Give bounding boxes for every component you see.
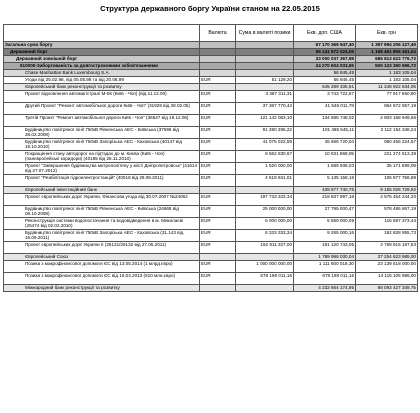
- row-amount: 1 000 000 000,00: [236, 261, 294, 273]
- table-row: [4, 242, 418, 254]
- row-usd-equivalent: 67 170 369 947,40: [294, 42, 356, 49]
- row-usd-equivalent: 101 485 545,11: [294, 127, 356, 139]
- row-amount: [236, 42, 294, 49]
- row-description: Позика з макрофінансової допомоги ЄС від 16.04.2013 (610 млн.євро): [4, 273, 200, 285]
- header-description: [4, 25, 200, 42]
- table-row: [4, 139, 418, 151]
- row-currency: [200, 56, 236, 63]
- row-description: Загальна сума боргу: [4, 42, 200, 49]
- row-amount: 5 000 000,00: [236, 218, 294, 230]
- row-description: Європейський банк реконструкції та розвитку: [4, 84, 200, 91]
- table-row: [4, 206, 418, 218]
- row-amount: [236, 285, 294, 292]
- row-uah-equivalent: 1 168 461 806 481,04: [356, 49, 418, 56]
- header-usd: Екв. доп. США: [294, 25, 356, 42]
- row-usd-equivalent: 181 120 743,05: [294, 242, 356, 254]
- row-currency: [200, 254, 236, 261]
- row-description: Позика з макрофінансової допомоги ЄС від 13.05.2014 (1 млрд.євро): [4, 261, 200, 273]
- row-description: Європейський інвестиційний банк: [4, 187, 200, 194]
- row-currency: [200, 42, 236, 49]
- row-description: 510000-Заборгованість за довгостроковими зобов'язаннями: [4, 63, 200, 70]
- row-amount: 121 142 063,10: [236, 115, 294, 127]
- row-usd-equivalent: 9 265 000,16: [294, 230, 356, 242]
- row-uah-equivalent: 1 183 105,04: [356, 70, 418, 77]
- row-description: Будівництво повітряної лінії 750кВ Рівненська АЕС - Київська (24668 від 08.10.2008): [4, 206, 200, 218]
- row-uah-equivalent: 1 183 105,04: [356, 77, 418, 84]
- row-uah-equivalent: 9 155 026 729,52: [356, 187, 418, 194]
- table-row: [4, 151, 418, 163]
- row-currency: EUR: [200, 127, 236, 139]
- row-usd-equivalent: 41 545 011,78: [294, 103, 356, 115]
- row-amount: 197 733 333,34: [236, 194, 294, 206]
- row-uah-equivalent: 505 123 390 696,72: [356, 63, 418, 70]
- row-usd-equivalent: 45 666 720,04: [294, 139, 356, 151]
- row-description: Міжнародний банк реконструкції та розвитку: [4, 285, 200, 292]
- row-currency: [200, 84, 236, 91]
- table-row: [4, 56, 418, 63]
- table-row: [4, 285, 418, 292]
- row-currency: EUR: [200, 115, 236, 127]
- row-usd-equivalent: 24 270 604 033,65: [294, 63, 356, 70]
- row-uah-equivalent: 14 115 105 985,00: [356, 273, 418, 285]
- row-amount: 25 000 000,00: [236, 206, 294, 218]
- row-uah-equivalent: 11 348 922 634,05: [356, 84, 418, 91]
- row-uah-equivalent: 37 254 623 985,00: [356, 254, 418, 261]
- header-currency: Валюта: [200, 25, 236, 42]
- row-amount: 1 520 000,00: [236, 163, 294, 175]
- row-usd-equivalent: 4 232 664 174,95: [294, 285, 356, 292]
- row-uah-equivalent: 578 486 867,19: [356, 206, 418, 218]
- table-row: [4, 103, 418, 115]
- row-usd-equivalent: 545 289 335,61: [294, 84, 356, 91]
- debt-structure-table: [3, 24, 418, 292]
- table-row: [4, 194, 418, 206]
- row-uah-equivalent: 115 697 373,44: [356, 218, 418, 230]
- row-description: Європейський Союз: [4, 254, 200, 261]
- row-description: Проект "Реабілітація гідроелектростанцій" (40518 від 29.09.2011): [4, 175, 200, 187]
- row-description: Chase Manhattan Bank Luxembourg S.A.: [4, 70, 200, 77]
- row-usd-equivalent: 33 000 037 367,98: [294, 56, 356, 63]
- row-currency: EUR: [200, 194, 236, 206]
- table-row: [4, 70, 418, 77]
- row-amount: 8 333 333,34: [236, 230, 294, 242]
- row-currency: EUR: [200, 261, 236, 273]
- table-row: [4, 77, 418, 84]
- row-description: Державний борг: [4, 49, 200, 56]
- row-description: Проект європейських доріг України, Фінансова угода від 30.07.2007 №24062: [4, 194, 200, 206]
- row-description: Будівництво повітряної лінії 750кВ Запорізька АЕС - Каховська (31.143 від 16.09.2011): [4, 230, 200, 242]
- row-amount: 678 198 011,16: [236, 273, 294, 285]
- row-description: Будівництво повітряної лінії 750кВ Рівненська АЕС - Київська (37596 від 28.02.2008): [4, 127, 200, 139]
- row-uah-equivalent: 4 575 454 244,20: [356, 194, 418, 206]
- row-currency: EUR: [200, 218, 236, 230]
- row-usd-equivalent: 5 559 000,09: [294, 218, 356, 230]
- row-currency: EUR: [200, 175, 236, 187]
- table-row: [4, 127, 418, 139]
- table-row: [4, 115, 418, 127]
- row-currency: EUR: [200, 242, 236, 254]
- row-usd-equivalent: 56 845,45: [294, 77, 356, 84]
- row-usd-equivalent: 27 795 000,47: [294, 206, 356, 218]
- table-row: [4, 42, 418, 49]
- table-row: [4, 230, 418, 242]
- table-row: [4, 187, 418, 194]
- row-amount: [236, 56, 294, 63]
- row-currency: EUR: [200, 77, 236, 84]
- row-amount: [236, 49, 294, 56]
- row-amount: 37 367 770,44: [236, 103, 294, 115]
- row-uah-equivalent: 864 672 657,19: [356, 103, 418, 115]
- row-amount: 51 129,20: [236, 77, 294, 84]
- row-uah-equivalent: 3 769 615 187,83: [356, 242, 418, 254]
- header-uah: Екв. грн: [356, 25, 418, 42]
- table-header-row: [4, 25, 418, 42]
- table-body: [4, 42, 418, 292]
- row-usd-equivalent: 10 631 868,05: [294, 151, 356, 163]
- row-amount: [236, 254, 294, 261]
- row-uah-equivalent: 1 397 994 206 127,49: [356, 42, 418, 49]
- table-row: [4, 91, 418, 103]
- row-uah-equivalent: 686 813 623 776,72: [356, 56, 418, 63]
- row-usd-equivalent: 3 743 722,67: [294, 91, 356, 103]
- header-amount: Сума в валюті позики: [236, 25, 294, 42]
- row-amount: 4 618 841,01: [236, 175, 294, 187]
- row-amount: [236, 187, 294, 194]
- row-usd-equivalent: 678 198 011,16: [294, 273, 356, 285]
- row-description: Третій Проект "Ремонт автомобільної дороги Київ - Чоп" (36547 від 19.12.06): [4, 115, 200, 127]
- row-currency: EUR: [200, 103, 236, 115]
- row-description: Проект європейських доріг України ІІ (26131/26132 від 27.05.2011): [4, 242, 200, 254]
- table-row: [4, 218, 418, 230]
- row-usd-equivalent: 56 845,45: [294, 70, 356, 77]
- row-uah-equivalent: 221 274 513,39: [356, 151, 418, 163]
- row-uah-equivalent: 23 139 518 000,00: [356, 261, 418, 273]
- row-amount: 91 280 395,22: [236, 127, 294, 139]
- table-row: [4, 163, 418, 175]
- table-row: [4, 261, 418, 273]
- row-usd-equivalent: 219 837 997,18: [294, 194, 356, 206]
- row-usd-equivalent: 1 111 800 018,30: [294, 261, 356, 273]
- table-row: [4, 254, 418, 261]
- row-usd-equivalent: 56 141 672 024,05: [294, 49, 356, 56]
- row-uah-equivalent: 77 917 650,90: [356, 91, 418, 103]
- row-currency: [200, 70, 236, 77]
- row-currency: EUR: [200, 273, 236, 285]
- row-amount: [236, 63, 294, 70]
- row-uah-equivalent: 2 803 168 949,66: [356, 115, 418, 127]
- table-row: [4, 84, 418, 91]
- row-usd-equivalent: 439 877 740,75: [294, 187, 356, 194]
- row-currency: [200, 49, 236, 56]
- row-uah-equivalent: 88 093 427 349,75: [356, 285, 418, 292]
- row-amount: 3 367 311,31: [236, 91, 294, 103]
- row-amount: [236, 70, 294, 77]
- table-row: [4, 273, 418, 285]
- row-amount: 41 075 022,59: [236, 139, 294, 151]
- table-row: [4, 63, 418, 70]
- row-description: Покращення стану автодорог на під'їздах до м. Києва (Київ - Чоп) (панєвропейські коридори) (40185 від 26.11.2010): [4, 151, 200, 163]
- row-description: Угоди від 25.02.98, від 05.05.98 та від 20.08.99: [4, 77, 200, 84]
- row-uah-equivalent: 192 828 955,73: [356, 230, 418, 242]
- table-row: [4, 49, 418, 56]
- row-usd-equivalent: 1 689 936,03: [294, 163, 356, 175]
- page-title: Структура державного боргу України станом на 22.05.2015: [100, 4, 320, 13]
- row-description: Проект відновлення автомагістралі М-06 (Київ - Чоп) (від 11.12.00): [4, 91, 200, 103]
- row-currency: [200, 187, 236, 194]
- row-usd-equivalent: 134 685 748,02: [294, 115, 356, 127]
- row-uah-equivalent: 2 112 154 348,24: [356, 127, 418, 139]
- row-uah-equivalent: 106 877 756,89: [356, 175, 418, 187]
- row-uah-equivalent: 950 456 224,57: [356, 139, 418, 151]
- row-currency: EUR: [200, 230, 236, 242]
- row-amount: [236, 84, 294, 91]
- row-description: Державний зовнішній борг: [4, 56, 200, 63]
- row-currency: [200, 285, 236, 292]
- row-uah-equivalent: 35 171 599,09: [356, 163, 418, 175]
- row-currency: [200, 63, 236, 70]
- row-currency: EUR: [200, 206, 236, 218]
- row-description: Другий Проект "Ремонт автомобільної дороги Київ - Чоп" (31928 від 28.02.05): [4, 103, 200, 115]
- table-row: [4, 175, 418, 187]
- row-description: Проект "Завершення будівництва метрополітену у місті Дніпропетровськ" (41614 від 27.07.2012): [4, 163, 200, 175]
- row-usd-equivalent: 5 135 158,16: [294, 175, 356, 187]
- row-currency: EUR: [200, 163, 236, 175]
- row-currency: EUR: [200, 91, 236, 103]
- row-description: Реконструкція системи водопостачання та водовідведення в м. Миколаєві (25474 від 02.02.2010): [4, 218, 200, 230]
- row-description: Будівництво повітряної лінії 750кВ Запорізька АЕС - Каховська (40147 від 19.10.2010): [4, 139, 200, 151]
- row-currency: EUR: [200, 139, 236, 151]
- row-usd-equivalent: 1 789 998 030,04: [294, 254, 356, 261]
- row-currency: EUR: [200, 151, 236, 163]
- row-amount: 162 911 327,00: [236, 242, 294, 254]
- row-amount: 9 562 830,67: [236, 151, 294, 163]
